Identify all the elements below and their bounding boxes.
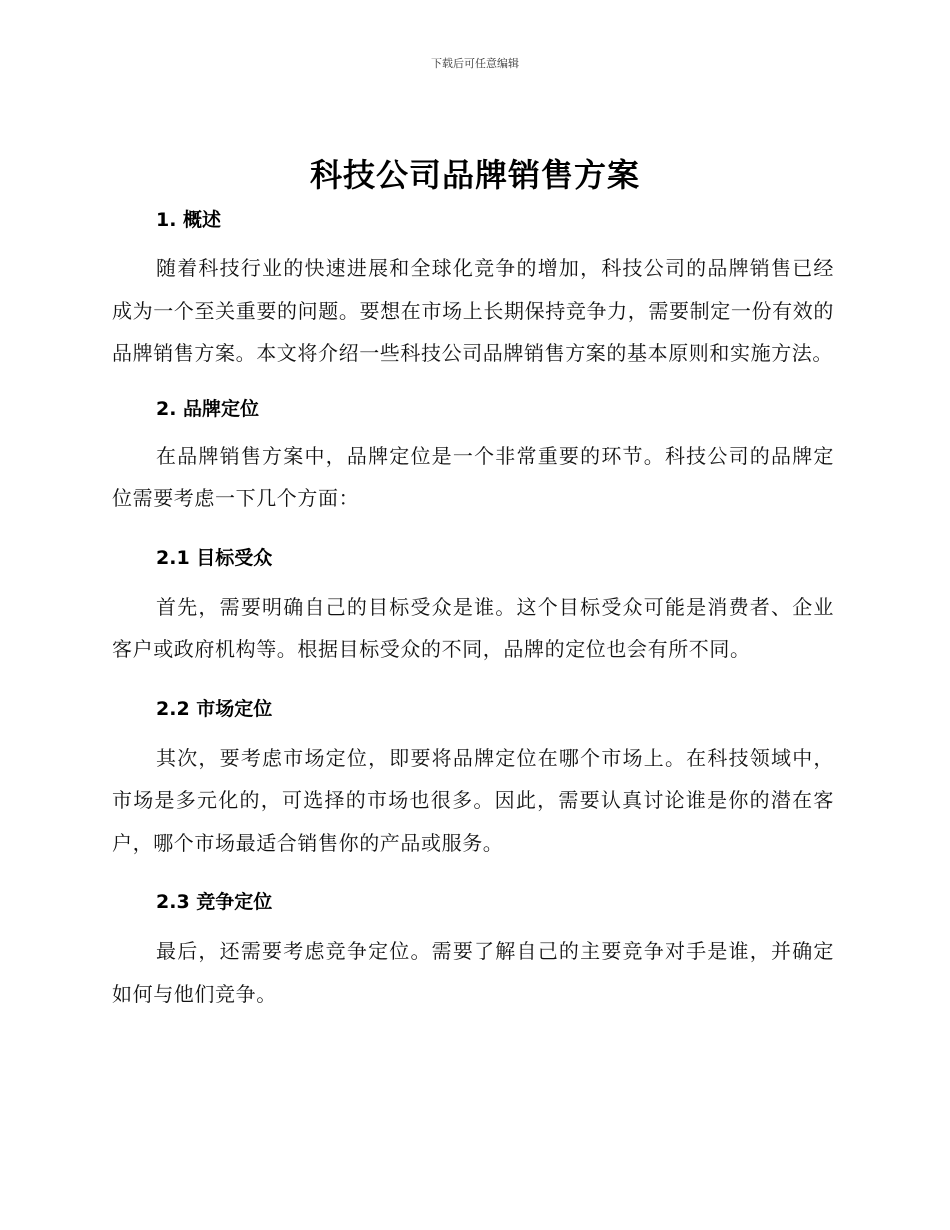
section-heading-market-positioning: 2.2 市场定位 [156,697,273,720]
section-heading-brand-positioning: 2. 品牌定位 [156,397,260,420]
header-note: 下载后可任意编辑 [431,57,519,70]
section-heading-competitive-positioning: 2.3 竞争定位 [156,891,273,913]
section-heading-overview: 1. 概述 [156,209,222,231]
section-paragraph-market-positioning: 其次，要考虑市场定位，即要将品牌定位在哪个市场上。在科技领域中，市场是多元化的，可选择的市场也很多。因此，需要认真讨论谁是你的潜在客户，哪个市场最适合销售你的产品或服务。 [112,745,834,855]
section-paragraph-brand-positioning: 在品牌销售方案中，品牌定位是一个非常重要的环节。科技公司的品牌定位需要考虑一下几个方面： [112,443,834,510]
document-title: 科技公司品牌销售方案 [309,156,640,194]
section-paragraph-competitive-positioning: 最后，还需要考虑竞争定位。需要了解自己的主要竞争对手是谁，并确定如何与他们竞争。 [112,939,834,1006]
section-heading-target-audience: 2.1 目标受众 [156,546,273,569]
section-paragraph-target-audience: 首先，需要明确自己的目标受众是谁。这个目标受众可能是消费者、企业客户或政府机构等。根据目标受众的不同，品牌的定位也会有所不同。 [112,594,834,661]
section-paragraph-overview: 随着科技行业的快速进展和全球化竞争的增加，科技公司的品牌销售已经成为一个至关重要的问题。要想在市场上长期保持竞争力，需要制定一份有效的品牌销售方案。本文将介绍一些科技公司品牌销售方案的基本原则和实施方法。 [112,256,834,365]
document-body [112,203,834,1015]
